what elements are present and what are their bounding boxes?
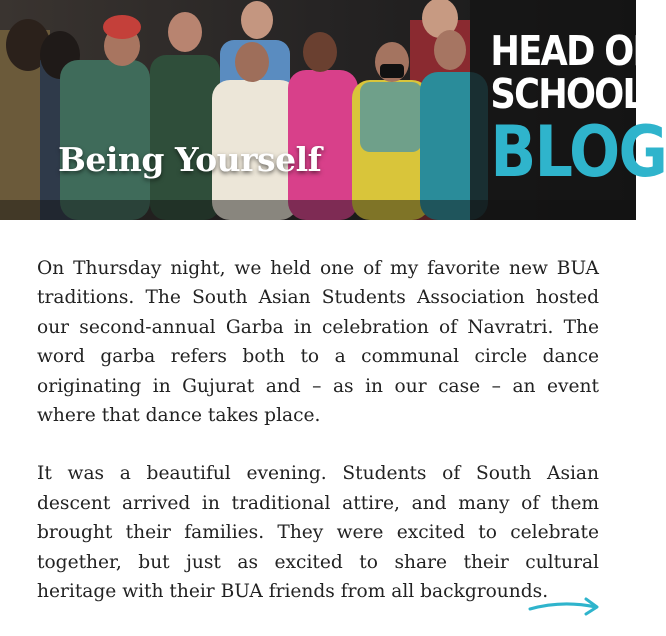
paragraph: It was a beautiful evening. Students of South Asian descent arrived in traditional attire, and many of them brought their families. They were excited to celebrate together, but just as excited to share their cultural heritage with their BUA friends from all backgrounds. [37, 463, 599, 603]
blog-brand [468, 27, 666, 193]
hero-photo [0, 0, 666, 220]
brand-line-head-of: HEAD OF [490, 27, 655, 75]
brand-line-school: SCHOOL [490, 70, 644, 118]
brand-line-blog: BLOG [490, 111, 666, 193]
paragraph: On Thursday night, we held one of my favorite new BUA traditions. The South Asian Students Association hosted our second-annual Garba in celebration of Navratri. The word garba refers both to a communal circle dance originating in Gujurat and – as in our case – an event where that dance takes place. [37, 258, 599, 427]
post-body [37, 254, 599, 635]
post-title: Being Yourself [58, 140, 322, 179]
arrow-right-icon[interactable] [526, 594, 602, 618]
